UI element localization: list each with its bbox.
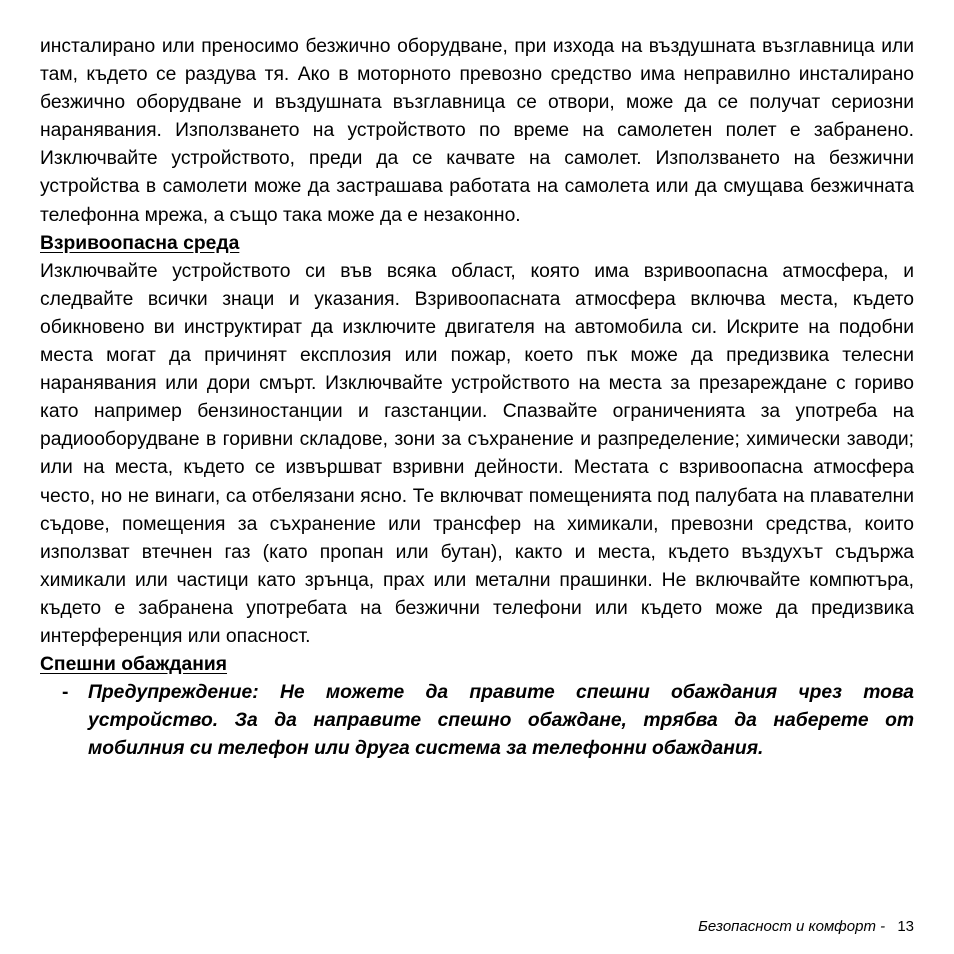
intro-paragraph: инсталирано или преносимо безжично оборудване, при изхода на въздушната възглавница или там, където се раздува тя. Ако в моторното превозно средство има неправилно инсталирано безжично оборудване и въздушната възглавница се отвори, може да се получат сериозни наранявания. Използването на устройството по време на самолетен полет е забранено. Изключвайте устройството, преди да се качвате на самолет. Използването на безжични устройства в самолети може да застрашава работата на самолета или да смущава безжичната телефонна мрежа, а също така може да е незаконно. [40,36,914,226]
warning-text: Предупреждение: Не можете да правите спешни обаждания чрез това устройство. За да направите спешно обаждане, трябва да наберете от мобилния си телефон или друга система за телефонни обаждания. [88,682,914,760]
page-content [40,33,914,763]
bullet-marker: - [62,682,69,704]
section-heading-emergency: Спешни обаждания [40,654,228,676]
warning-bullet [40,679,914,763]
explosive-paragraph: Изключвайте устройството си във всяка област, която има взривоопасна атмосфера, и следвайте всички знаци и указания. Взривоопасната атмосфера включва места, където обикновено ви инструктират да изключите двигателя на автомобила си. Искрите на подобни места могат да причинят експлозия или пожар, което пък може да предизвика телесни наранявания или дори смърт. Изключвайте устройството на места за презареждане с гориво като например бензиностанции и газстанции. Спазвайте ограниченията за употреба на радиооборудване в горивни складове, зони за съхранение и разпределение; химически заводи; или на места, където се извършват взривни дейности. Местата с взривоопасна атмосфера често, но не винаги, са отбелязани ясно. Те включват помещенията под палубата на плавателни съдове, помещения за съхранение или трансфер на химикали, превозни средства, които използват втечнен газ (като пропан или бутан), както и места, където въздухът съдържа химикали или частици като зрънца, прах или метални прашинки. Не включвайте компютъра, където е забранена употребата на безжични телефони или където може да предизвика интерференция или опасност. [40,260,914,647]
section-heading-explosive: Взривоопасна среда [40,232,240,254]
page-number: 13 [897,918,914,935]
footer-section-title: Безопасност и комфорт [698,918,876,935]
page-footer [698,917,914,937]
footer-separator: - [880,918,886,935]
